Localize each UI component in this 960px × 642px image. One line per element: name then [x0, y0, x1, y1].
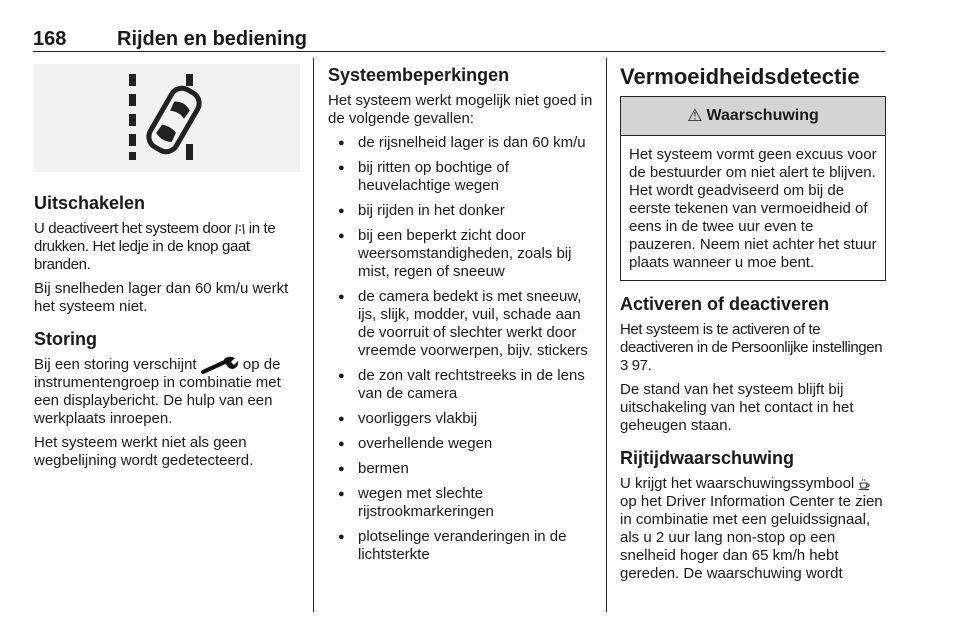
column-divider-left [313, 58, 314, 612]
middle-column [328, 64, 594, 571]
list-item: ● plotselinge veranderingen in de lichtsterkte [328, 528, 594, 564]
header-rule [33, 51, 885, 52]
paragraph-rijtijdwaarschuwing: U krijgt het waarschuwingssymbool op het Driver Information Center te zien in combinatie met een geluidssignaal, als u 2 uur lang non-stop op een snelheid hoger dan 65 km/h hebt gereden. De waarschuwing wordt [620, 475, 883, 582]
list-item: ● de camera bedekt is met sneeuw, ijs, slijk, modder, vuil, schade aan de voorruit of slechter werkt door vreemde voorwerpen, bijv. stickers [328, 288, 594, 360]
list-item: ● overhellende wegen [328, 435, 594, 453]
limitations-list [328, 134, 594, 564]
section-title-uitschakelen: Uitschakelen [34, 193, 146, 213]
paragraph-storing-2: Het systeem werkt niet als geen wegbelijning wordt gedetecteerd. [34, 434, 254, 470]
warning-box [620, 96, 886, 281]
warning-heading: Waarschuwing [706, 107, 819, 124]
paragraph-intro: Het systeem werkt mogelijk niet goed in de volgende gevallen: [328, 92, 593, 127]
list-item: ● bij rijden in het donker [328, 202, 594, 220]
lane-assist-button-icon [235, 223, 245, 235]
list-item: ● de zon valt rechtstreeks in de lens van de camera [328, 367, 594, 403]
paragraph-activeren-1: Het systeem is te activeren of te deactiveren in de Persoonlijke instellingen 3 97. [620, 321, 883, 374]
lane-departure-warning-icon [34, 64, 300, 172]
section-title-rijtijdwaarschuwing: Rijtijdwaarschuwing [620, 448, 795, 468]
section-title-storing: Storing [34, 329, 97, 349]
section-title-vermoeidheidsdetectie: Vermoeidheidsdetectie [620, 64, 860, 89]
list-item: ● voorliggers vlakbij [328, 410, 594, 428]
chapter-title: Rijden en bediening [117, 28, 308, 50]
page-reference-icon: 3 [620, 357, 628, 374]
list-item: ● bermen [328, 460, 594, 478]
warning-header [621, 97, 885, 136]
lane-departure-warning-figure [34, 64, 300, 172]
page-number: 168 [33, 28, 67, 50]
section-title-systeembeperkingen: Systeembeperkingen [328, 65, 510, 85]
page-header [33, 28, 885, 50]
list-item: ● de rijsnelheid lager is dan 60 km/u [328, 134, 594, 152]
paragraph-uitschakelen-2: Bij snelheden lager dan 60 km/u werkt het systeem niet. [34, 280, 289, 315]
page-reference: 97. [631, 357, 652, 374]
left-column [34, 64, 300, 470]
list-item: ● bij een beperkt zicht door weersomstandigheden, zoals bij mist, regen of sneeuw [328, 227, 594, 281]
section-title-activeren: Activeren of deactiveren [620, 294, 830, 314]
list-item: ● wegen met slechte rijstrookmarkeringen [328, 485, 594, 521]
coffee-cup-icon [858, 478, 872, 490]
wrench-icon [201, 356, 239, 374]
warning-text: Het systeem vormt geen excuus voor de bestuurder om niet alert te blijven. Het wordt geadviseerd om bij de eerste tekenen van vermoeidheid of eens in de twee uur even te pauzeren. Neem niet achter het stuur plaats wanneer u moe bent. [629, 146, 877, 271]
column-divider-right [606, 58, 607, 612]
paragraph-storing-1: Bij een storing verschijnt op de instrumentengroep in combinatie met een displaybericht. De hulp van een werkplaats inroepen. [34, 356, 281, 428]
warning-triangle-icon: ⚠ [687, 106, 703, 125]
list-item: ● bij ritten op bochtige of heuvelachtige wegen [328, 159, 594, 195]
paragraph-activeren-2: De stand van het systeem blijft bij uitschakeling van het contact in het geheugen staan. [620, 381, 854, 434]
paragraph-uitschakelen-1: U deactiveert het systeem door in te drukken. Het ledje in de knop gaat branden. [34, 220, 276, 273]
right-column [620, 64, 886, 583]
